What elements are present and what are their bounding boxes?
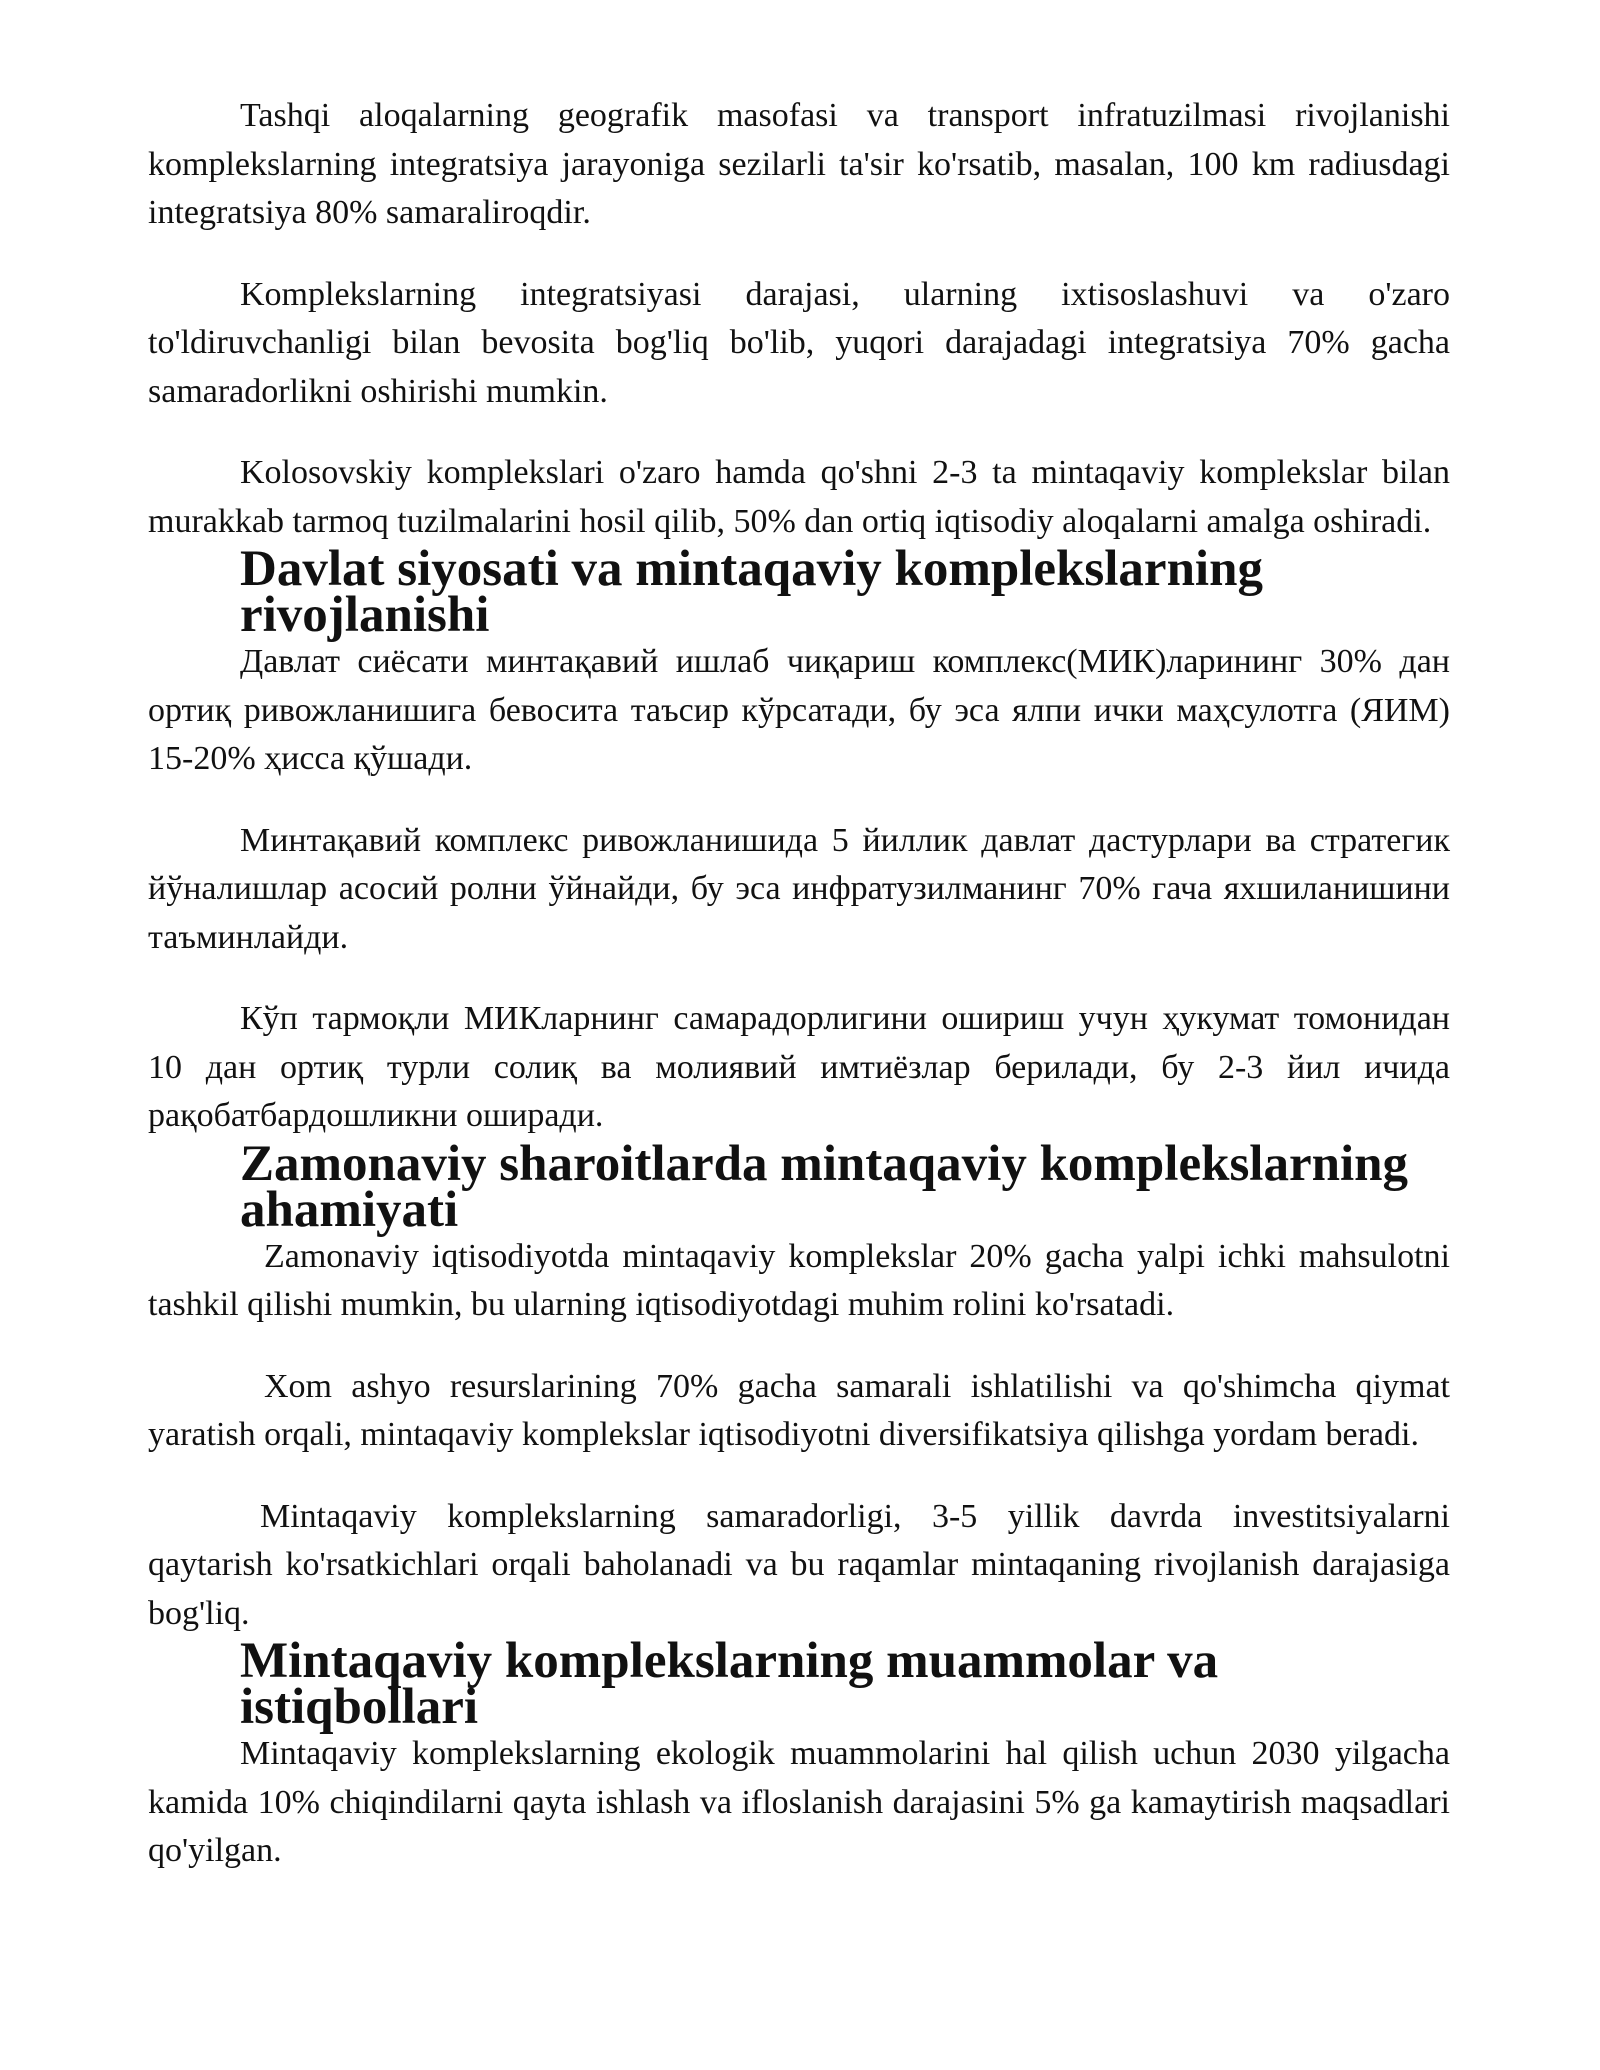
- paragraph-transport-integration: Tashqi aloqalarning geografik masofasi va transport infratuzilmasi rivojlanishi komplekslarning integratsiya jarayoniga sezilarli ta'sir ko'rsatib, masalan, 100 km radiusdagi integratsiya 80% samaraliroqdir.: [148, 97, 1450, 231]
- section-heading-problems-prospects: Mintaqaviy komplekslarning muammolar va istiqbollari: [240, 1633, 1219, 1735]
- paragraph-gdp-share: Zamonaviy iqtisodiyotda mintaqaviy komplekslar 20% gacha yalpi ichki mahsulotni tashkil qilishi mumkin, bu ularning iqtisodiyotdagi muhim rolini ko'rsatadi.: [148, 1237, 1450, 1323]
- paragraph-efficiency-investment: Mintaqaviy komplekslarning samaradorligi, 3-5 yillik davrda investitsiyalarni qaytarish ko'rsatkichlari orqali baholanadi va bu raqamlar mintaqaning rivojlanish darajasiga bog'liq.: [148, 1497, 1450, 1632]
- paragraph-integration-level: Komplekslarning integratsiyasi darajasi, ularning ixtisoslashuvi va o'zaro to'ldiruvchanligi bilan bevosita bog'liq bo'lib, yuqori darajadagi integratsiya 70% gacha samaradorlikni oshirishi mumkin.: [148, 275, 1450, 410]
- section-heading-state-policy: Davlat siyosati va mintaqaviy komplekslarning rivojlanishi: [240, 541, 1263, 643]
- section-heading-modern-importance: Zamonaviy sharoitlarda mintaqaviy komplekslarning ahamiyati: [240, 1135, 1408, 1238]
- document-page: [148, 92, 1450, 1876]
- paragraph-raw-materials: Xom ashyo resurslarining 70% gacha samarali ishlatilishi va qo'shimcha qiymat yaratish orqali, mintaqaviy komplekslar iqtisodiyotni diversifikatsiya qilishga yordam beradi.: [148, 1367, 1450, 1453]
- paragraph-ecological-goals: Mintaqaviy komplekslarning ekologik muammolarini hal qilish uchun 2030 yilgacha kamida 10% chiqindilarni qayta ishlash va ifloslanish darajasini 5% ga kamaytirish maqsadlari qo'yilgan.: [148, 1735, 1450, 1869]
- paragraph-kolosovskiy: Kolosovskiy komplekslari o'zaro hamda qo'shni 2-3 ta mintaqaviy komplekslar bilan murakkab tarmoq tuzilmalarini hosil qilib, 50% dan ortiq iqtisodiy aloqalarni amalga oshiradi.: [148, 454, 1450, 540]
- paragraph-tax-benefits: Кўп тармоқли МИКларнинг самарадорлигини ошириш учун ҳукумат томонидан 10 дан ортиқ турли солиқ ва молиявий имтиёзлар берилади, бу 2-3 йил ичида рақобатбардошликни оширади.: [148, 1000, 1450, 1134]
- paragraph-state-policy-mik: Давлат сиёсати минтақавий ишлаб чиқариш комплекс(МИК)ларининг 30% дан ортиқ ривожланишига бевосита таъсир кўрсатади, бу эса ялпи ички маҳсулотга (ЯИМ) 15-20% ҳисса қўшади.: [148, 643, 1450, 777]
- paragraph-state-programs: Минтақавий комплекс ривожланишида 5 йиллик давлат дастурлари ва стратегик йўналишлар асосий ролни ўйнайди, бу эса инфратузилманинг 70% гача яхшиланишини таъминлайди.: [148, 821, 1450, 956]
